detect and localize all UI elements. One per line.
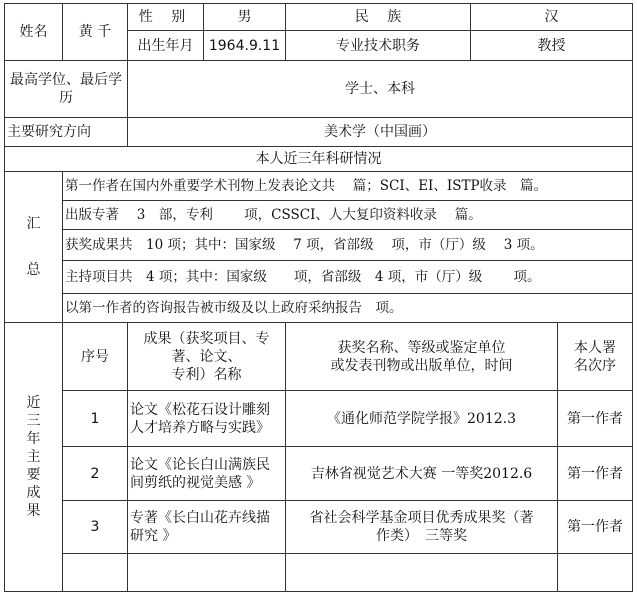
row-award: 吉林省视觉艺术大赛 一等奖2012.6: [286, 447, 558, 501]
row-no-empty: [63, 554, 128, 592]
header-rank: 本人署 名次序: [558, 323, 633, 391]
research-value: 美术学（中国画）: [128, 118, 633, 147]
degree-value: 学士、本科: [128, 61, 633, 118]
name-value: 黄 千: [63, 4, 128, 61]
title-label: 专业技术职务: [286, 31, 471, 61]
name-label: 姓名: [5, 4, 63, 61]
header-result: 成果（获奖项目、专 著、论文、 专利）名称: [128, 323, 286, 391]
gender-value: 男: [204, 4, 286, 31]
birth-label: 出生年月: [128, 31, 204, 61]
summary-line: 出版专著 3 部，专利 项，CSSCI、人大复印资料收录 篇。: [63, 201, 633, 230]
table-row: [5, 447, 633, 501]
row-rank: 第一作者: [558, 501, 633, 554]
summary-side-label: 汇 总: [5, 172, 63, 323]
row-award: 省社会科学基金项目优秀成果奖（著 作类） 三等奖: [286, 501, 558, 554]
row-result: 论文《论长白山满族民 间剪纸的视觉美感 》: [128, 447, 286, 501]
summary-line: 第一作者在国内外重要学术刊物上发表论文共 篇；SCI、EI、ISTP收录 篇。: [63, 172, 633, 201]
ethnicity-label: 民 族: [286, 4, 471, 31]
title-value: 教授: [471, 31, 633, 61]
research-label: 主要研究方向: [5, 118, 128, 147]
row-award-empty: [286, 554, 558, 592]
table-row: [5, 501, 633, 554]
profile-form: [4, 3, 633, 592]
row-result: 论文《松花石设计雕刻 人才培养方略与实践》: [128, 391, 286, 447]
gender-label: 性 别: [128, 4, 204, 31]
row-no: 2: [63, 447, 128, 501]
row-rank: 第一作者: [558, 391, 633, 447]
header-award: 获奖名称、等级或鉴定单位 或发表刊物或出版单位，时间: [286, 323, 558, 391]
degree-label: 最高学位、最后学历: [5, 61, 128, 118]
row-result-empty: [128, 554, 286, 592]
row-result: 专著《长白山花卉线描 研究 》: [128, 501, 286, 554]
achievements-side-label: 近 三 年 主 要 成 果: [5, 323, 63, 592]
row-rank-empty: [558, 554, 633, 592]
row-no: 1: [63, 391, 128, 447]
table-row: [5, 391, 633, 447]
ethnicity-value: 汉: [471, 4, 633, 31]
table-row-empty: [5, 554, 633, 592]
section-title: 本人近三年科研情况: [5, 147, 633, 172]
header-no: 序号: [63, 323, 128, 391]
row-rank: 第一作者: [558, 447, 633, 501]
row-no: 3: [63, 501, 128, 554]
row-award: 《通化师范学院学报》2012.3: [286, 391, 558, 447]
birth-value: 1964.9.11: [204, 31, 286, 61]
summary-line: 主持项目共 4 项；其中：国家级 项，省部级 4 项，市（厅）级 项。: [63, 261, 633, 294]
summary-line: 以第一作者的咨询报告被市级及以上政府采纳报告 项。: [63, 294, 633, 323]
summary-line: 获奖成果共 10 项；其中：国家级 7 项，省部级 项，市（厅）级 3 项。: [63, 230, 633, 261]
